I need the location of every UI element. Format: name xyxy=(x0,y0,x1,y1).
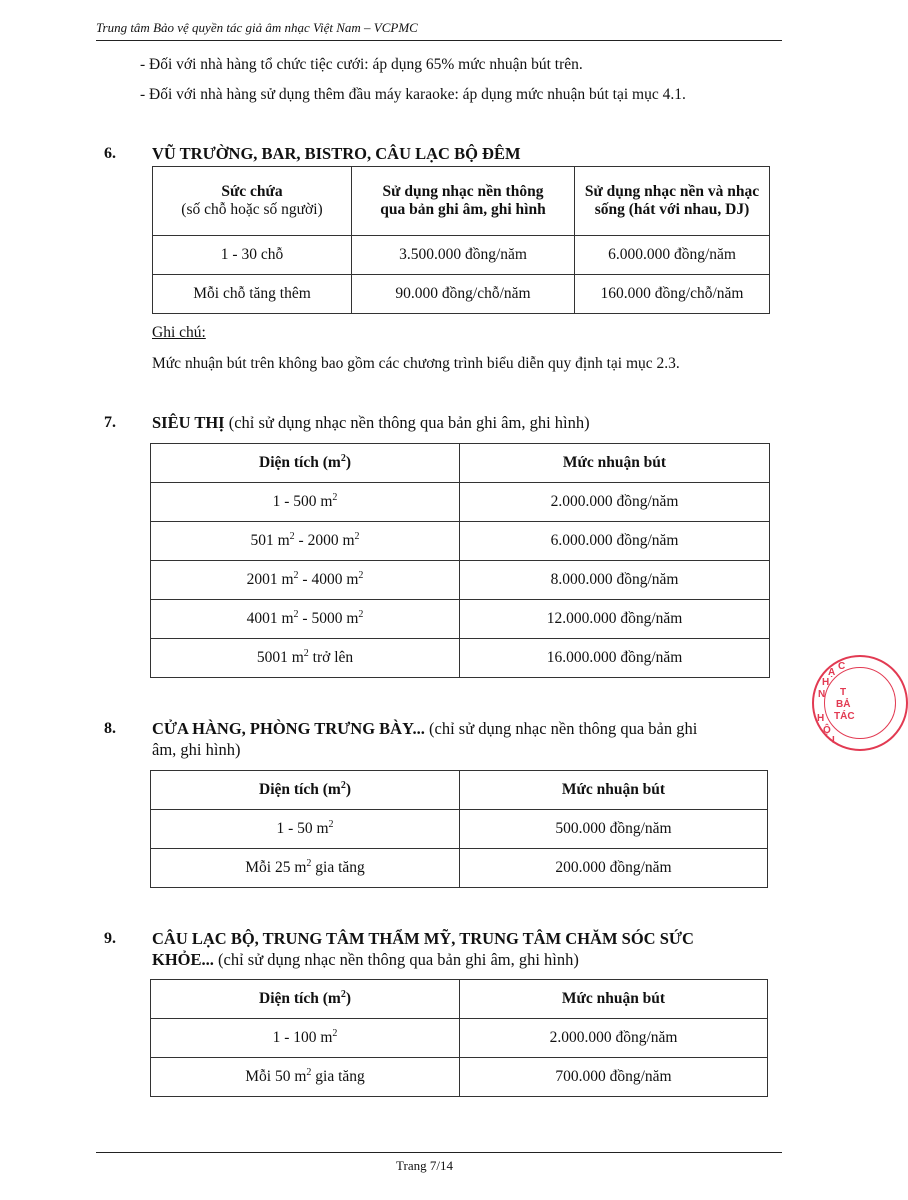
header-recorded-line2: qua bản ghi âm, ghi hình xyxy=(380,201,546,218)
section-6-title-text: VŨ TRƯỜNG, BAR, BISTRO, CÂU LẠC BỘ ĐÊM xyxy=(152,144,521,163)
header-live-line1: Sử dụng nhạc nền và nhạc xyxy=(584,183,760,200)
cell-area xyxy=(151,522,460,561)
table-header-row xyxy=(151,444,770,483)
cell-area xyxy=(151,483,460,522)
cell-area-a: 2001 m xyxy=(246,571,294,588)
header-capacity-line2: (số chỗ hoặc số người) xyxy=(181,201,323,218)
footer-divider xyxy=(96,1152,782,1153)
table-header-row xyxy=(151,980,768,1019)
cell-area-a: 501 m xyxy=(250,532,290,549)
stamp-letter: I xyxy=(832,735,835,746)
section-9-title-bold: CÂU LẠC BỘ, TRUNG TÂM THẨM MỸ, TRUNG TÂM CHĂM SÓC SỨC xyxy=(152,929,694,948)
table-row xyxy=(153,236,770,275)
stamp-letter: C xyxy=(838,661,846,672)
cell-area-a: 1 - 100 m xyxy=(272,1029,333,1046)
stamp-letter: T xyxy=(840,687,847,698)
header-area xyxy=(151,771,460,810)
stamp-letter: Ộ xyxy=(823,725,831,736)
bullet-wedding: - Đối với nhà hàng tổ chức tiệc cưới: áp dụng 65% mức nhuận bút trên. xyxy=(140,56,583,73)
cell-area xyxy=(151,600,460,639)
header-fee: Mức nhuận bút xyxy=(460,771,768,810)
cell-area-sup: 2 xyxy=(328,818,334,830)
cell-area-b: - 2000 m xyxy=(294,532,355,549)
cell-area-a: 1 - 50 m xyxy=(276,820,329,837)
section-9-title-line2-bold: KHỎE... xyxy=(152,950,214,969)
cell-area xyxy=(151,639,460,678)
note-text: Mức nhuận bút trên không bao gồm các chương trình biểu diễn quy định tại mục 2.3. xyxy=(152,355,680,372)
stamp-letter: H xyxy=(817,713,825,724)
section-8-title-line2: âm, ghi hình) xyxy=(152,740,241,759)
cell-area-sup: 2 xyxy=(303,647,309,659)
cell-fee: 500.000 đồng/năm xyxy=(460,810,768,849)
header-recorded-line1: Sử dụng nhạc nền thông xyxy=(382,183,544,200)
stamp-letter: Ạ xyxy=(828,667,836,678)
header-area-sup: 2 xyxy=(340,988,346,1000)
table-header-row xyxy=(151,771,768,810)
cell-area-sup: 2 xyxy=(306,857,312,869)
section-6-table xyxy=(152,166,770,314)
cell-fee-recorded: 3.500.000 đồng/năm xyxy=(352,236,575,275)
cell-area-sup: 2 xyxy=(354,530,360,542)
table-row xyxy=(151,639,770,678)
cell-area-a: Mỗi 50 m xyxy=(245,1068,307,1085)
bullet-karaoke: - Đối với nhà hàng sử dụng thêm đầu máy karaoke: áp dụng mức nhuận bút tại mục 4.1. xyxy=(140,86,686,103)
cell-area xyxy=(151,810,460,849)
section-9-title-line2 xyxy=(152,950,579,970)
section-7-title-bold: SIÊU THỊ xyxy=(152,413,225,432)
header-fee: Mức nhuận bút xyxy=(460,444,770,483)
cell-area-b: - 4000 m xyxy=(298,571,359,588)
section-7-title-rest: (chỉ sử dụng nhạc nền thông qua bản ghi âm, ghi hình) xyxy=(224,413,590,432)
section-7-table xyxy=(150,443,770,678)
table-row xyxy=(151,810,768,849)
seal-stamp-icon xyxy=(812,655,908,751)
cell-area-sup: 2 xyxy=(358,608,364,620)
section-8-title-bold: CỬA HÀNG, PHÒNG TRƯNG BÀY... xyxy=(152,719,425,738)
table-header-row xyxy=(153,167,770,236)
section-6-number: 6. xyxy=(104,145,116,162)
cell-area-a: 1 - 500 m xyxy=(272,493,333,510)
cell-fee: 2.000.000 đồng/năm xyxy=(460,483,770,522)
cell-area-a: Mỗi 25 m xyxy=(245,859,307,876)
note-label: Ghi chú: xyxy=(152,324,206,341)
header-area xyxy=(151,980,460,1019)
header-area-end: ) xyxy=(345,990,351,1007)
cell-area-b: trở lên xyxy=(308,649,354,666)
cell-fee: 2.000.000 đồng/năm xyxy=(460,1019,768,1058)
section-8-number: 8. xyxy=(104,720,116,737)
section-7-title xyxy=(152,413,590,433)
header-area-end: ) xyxy=(345,781,351,798)
cell-area-sup: 2 xyxy=(332,1027,338,1039)
table-row xyxy=(153,275,770,314)
stamp-letter: TÁC xyxy=(834,711,855,722)
cell-area-sup: 2 xyxy=(332,491,338,503)
cell-capacity: 1 - 30 chỗ xyxy=(153,236,352,275)
stamp-letter: N xyxy=(818,689,826,700)
cell-fee: 200.000 đồng/năm xyxy=(460,849,768,888)
cell-fee-live: 160.000 đồng/chỗ/năm xyxy=(575,275,770,314)
cell-fee: 12.000.000 đồng/năm xyxy=(460,600,770,639)
stamp-letter: H xyxy=(822,677,830,688)
section-8-title-rest: (chỉ sử dụng nhạc nền thông qua bản ghi xyxy=(424,719,698,738)
header-recorded-music xyxy=(352,167,575,236)
cell-capacity: Mỗi chỗ tăng thêm xyxy=(153,275,352,314)
section-8-table xyxy=(150,770,768,888)
header-capacity xyxy=(153,167,352,236)
section-8-title xyxy=(152,719,697,739)
cell-fee: 700.000 đồng/năm xyxy=(460,1058,768,1097)
table-row xyxy=(151,849,768,888)
cell-area-sup: 2 xyxy=(306,1066,312,1078)
table-row xyxy=(151,561,770,600)
cell-fee-live: 6.000.000 đồng/năm xyxy=(575,236,770,275)
table-row xyxy=(151,600,770,639)
page-header: Trung tâm Bảo vệ quyền tác giả âm nhạc Việt Nam – VCPMC xyxy=(96,20,782,41)
header-area-end: ) xyxy=(345,454,351,471)
cell-area-b: - 5000 m xyxy=(298,610,359,627)
table-row xyxy=(151,522,770,561)
header-area-text: Diện tích (m xyxy=(259,781,341,798)
header-fee: Mức nhuận bút xyxy=(460,980,768,1019)
cell-area xyxy=(151,1058,460,1097)
table-row xyxy=(151,483,770,522)
cell-area xyxy=(151,849,460,888)
section-9-number: 9. xyxy=(104,930,116,947)
header-live-music xyxy=(575,167,770,236)
cell-area xyxy=(151,1019,460,1058)
header-area-text: Diện tích (m xyxy=(259,990,341,1007)
cell-area-b: gia tăng xyxy=(311,859,365,876)
cell-fee: 6.000.000 đồng/năm xyxy=(460,522,770,561)
cell-fee: 8.000.000 đồng/năm xyxy=(460,561,770,600)
cell-fee: 16.000.000 đồng/năm xyxy=(460,639,770,678)
cell-area-sup: 2 xyxy=(289,530,295,542)
cell-area-sup: 2 xyxy=(358,569,364,581)
cell-area-sup: 2 xyxy=(293,608,299,620)
section-7-number: 7. xyxy=(104,414,116,431)
header-capacity-line1: Sức chứa xyxy=(221,183,283,200)
header-area-sup: 2 xyxy=(340,452,346,464)
cell-area-sup: 2 xyxy=(293,569,299,581)
page-number: Trang 7/14 xyxy=(396,1158,453,1173)
header-live-line2: sống (hát với nhau, DJ) xyxy=(594,201,750,218)
cell-area-a: 5001 m xyxy=(256,649,304,666)
table-row xyxy=(151,1058,768,1097)
header-area xyxy=(151,444,460,483)
cell-fee-recorded: 90.000 đồng/chỗ/năm xyxy=(352,275,575,314)
cell-area-a: 4001 m xyxy=(246,610,294,627)
header-area-sup: 2 xyxy=(340,779,346,791)
section-9-title xyxy=(152,929,694,949)
header-area-text: Diện tích (m xyxy=(259,454,341,471)
table-row xyxy=(151,1019,768,1058)
section-9-title-line2-rest: (chỉ sử dụng nhạc nền thông qua bản ghi âm, ghi hình) xyxy=(213,950,579,969)
section-6-title xyxy=(152,144,521,164)
stamp-letter: BẢ xyxy=(836,699,851,710)
cell-area xyxy=(151,561,460,600)
section-9-table xyxy=(150,979,768,1097)
cell-area-b: gia tăng xyxy=(311,1068,365,1085)
